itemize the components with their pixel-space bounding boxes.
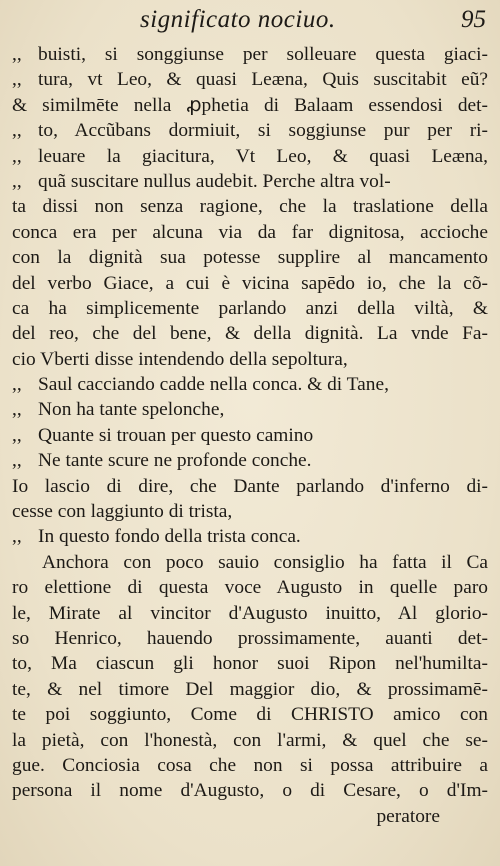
text-line bbox=[12, 778, 488, 803]
text-line bbox=[12, 271, 488, 296]
text-line bbox=[12, 601, 488, 626]
line-text: ca ha simplicemente parlando anzi della viltà, & bbox=[12, 297, 488, 319]
quotation-mark: ,, bbox=[12, 145, 22, 167]
text-line bbox=[12, 524, 488, 549]
text-line bbox=[12, 347, 488, 372]
text-line bbox=[12, 423, 488, 448]
text-line bbox=[12, 245, 488, 270]
text-line bbox=[12, 702, 488, 727]
line-text: Quante si trouan per questo camino bbox=[38, 424, 314, 446]
text-line bbox=[12, 220, 488, 245]
text-line bbox=[12, 42, 488, 67]
text-line bbox=[12, 321, 488, 346]
line-text: quã suscitare nullus audebit. Perche altra vol- bbox=[38, 170, 391, 192]
text-line bbox=[12, 194, 488, 219]
line-text: In questo fondo della trista conca. bbox=[38, 526, 301, 548]
text-line bbox=[12, 372, 488, 397]
line-text: le, Mirate al vincitor d'Augusto inuitto, Al glorio- bbox=[12, 602, 488, 624]
text-line bbox=[12, 804, 488, 829]
quotation-mark: ,, bbox=[12, 374, 22, 396]
text-line bbox=[12, 728, 488, 753]
text-line bbox=[12, 651, 488, 676]
text-line bbox=[12, 550, 488, 575]
text-line bbox=[12, 144, 488, 169]
text-line bbox=[12, 296, 488, 321]
line-text: & similmēte nella ꝓphetia di Balaam essendosi det- bbox=[12, 94, 488, 116]
line-text: ta dissi non senza ragione, che la traslatione della bbox=[12, 196, 488, 218]
text-line bbox=[12, 67, 488, 92]
line-text: con la dignità sua potesse supplire al mancamento bbox=[12, 247, 488, 269]
line-text: gue. Conciosia cosa che non si possa attribuire a bbox=[12, 754, 488, 776]
text-line bbox=[12, 169, 488, 194]
quotation-mark: ,, bbox=[12, 424, 22, 446]
text-line bbox=[12, 753, 488, 778]
quotation-mark: ,, bbox=[12, 69, 22, 91]
line-text: del reo, che del bene, & della dignità. La vnde Fa- bbox=[12, 323, 488, 345]
line-text: so Henrico, hauendo prossimamente, auanti det- bbox=[12, 627, 488, 649]
line-text: te poi soggiunto, Come di CHRISTO amico con bbox=[12, 704, 488, 726]
text-line bbox=[12, 397, 488, 422]
line-text: cesse con laggiunto di trista, bbox=[12, 501, 233, 523]
line-text: Saul cacciando cadde nella conca. & di Tane, bbox=[38, 374, 389, 396]
line-text: te, & nel timore Del maggior dio, & prossimamē- bbox=[12, 678, 488, 700]
quotation-mark: ,, bbox=[12, 170, 22, 192]
line-text: tura, vt Leo, & quasi Leæna, Quis suscitabit eũ? bbox=[38, 69, 488, 91]
line-text: cio Vberti disse intendendo della sepoltura, bbox=[12, 348, 348, 370]
line-text: buisti, si songgiunse per solleuare questa giaci- bbox=[38, 44, 488, 65]
text-line bbox=[12, 677, 488, 702]
page-number: 95 bbox=[461, 6, 486, 33]
line-text: del verbo Giace, a cui è vicina sapēdo io, che la cõ- bbox=[12, 272, 488, 294]
line-text: to, Ma ciascun gli honor suoi Ripon nel'humilta- bbox=[12, 653, 488, 675]
text-line bbox=[12, 499, 488, 524]
text-line bbox=[12, 575, 488, 600]
quotation-mark: ,, bbox=[12, 450, 22, 472]
quotation-mark: ,, bbox=[12, 120, 22, 142]
line-text: Ne tante scure ne profonde conche. bbox=[38, 450, 312, 472]
text-line bbox=[12, 474, 488, 499]
body-text bbox=[12, 42, 488, 829]
line-text: Non ha tante spelonche, bbox=[38, 399, 225, 421]
line-text: la pietà, con l'honestà, con l'armi, & quel che se- bbox=[12, 729, 488, 751]
line-text: Io lascio di dire, che Dante parlando d'inferno di- bbox=[12, 475, 488, 497]
line-text: to, Accũbans dormiuit, si soggiunse pur per ri- bbox=[38, 120, 488, 142]
line-text: leuare la giacitura, Vt Leo, & quasi Leæna, bbox=[38, 145, 488, 167]
text-line bbox=[12, 626, 488, 651]
line-text: ro elettione di questa voce Augusto in quelle paro bbox=[12, 577, 488, 599]
line-text: conca era per alcuna via da far dignitosa, accioche bbox=[12, 221, 488, 243]
page-header bbox=[0, 2, 500, 38]
line-text: persona il nome d'Augusto, o di Cesare, o d'Im- bbox=[12, 780, 488, 802]
quotation-mark: ,, bbox=[12, 526, 22, 548]
quotation-mark: ,, bbox=[12, 399, 22, 421]
quotation-mark: ,, bbox=[12, 44, 22, 65]
text-line bbox=[12, 118, 488, 143]
line-text: peratore bbox=[376, 805, 440, 827]
text-line bbox=[12, 93, 488, 118]
text-line bbox=[12, 448, 488, 473]
quotation-mark bbox=[12, 550, 42, 575]
running-title: significato nociuo. bbox=[140, 6, 336, 33]
line-text: Anchora con poco sauio consiglio ha fatta il Ca bbox=[42, 551, 488, 573]
